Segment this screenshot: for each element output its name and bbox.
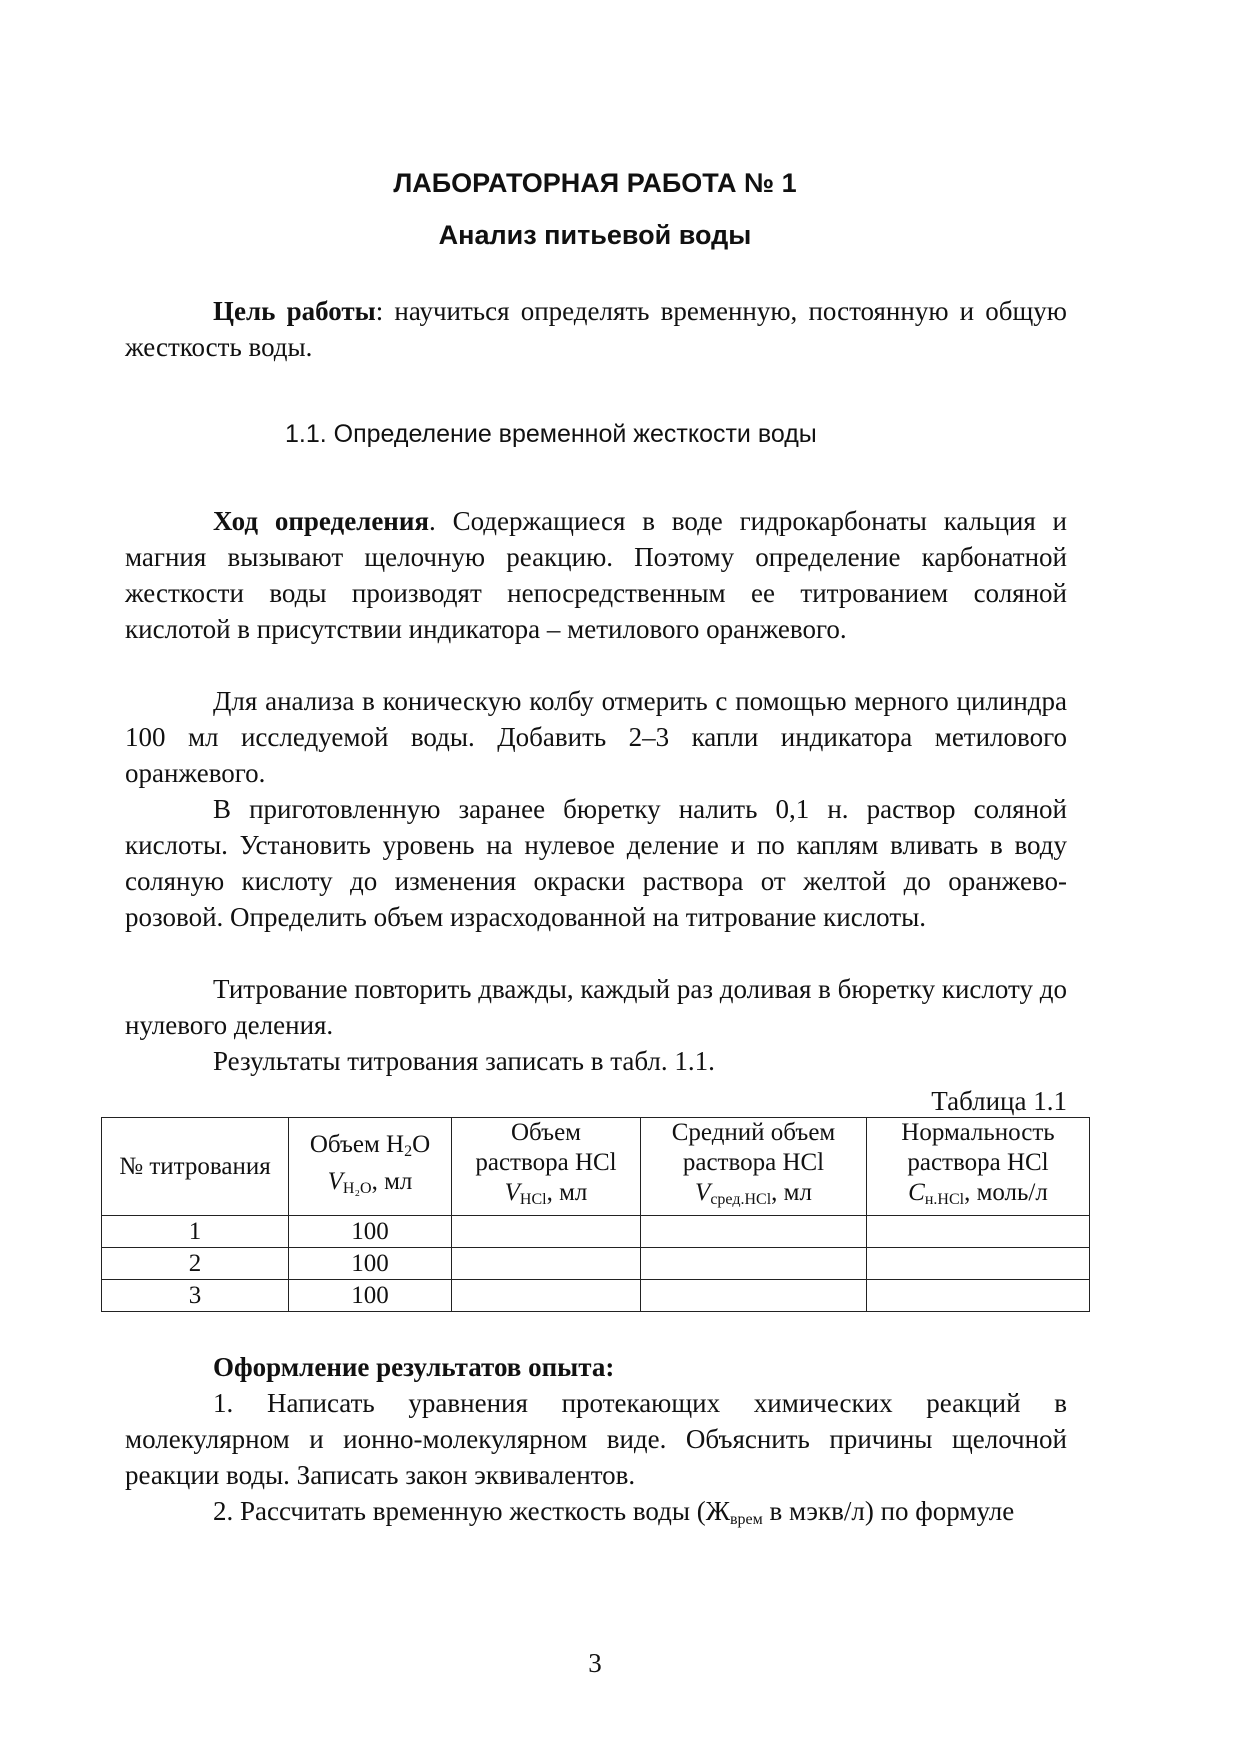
procedure-paragraph-4: Титрование повторить дважды, каждый раз доливая в бюретку кислоту до нулевого деления.: [125, 974, 1067, 1040]
procedure-paragraph-1: [125, 503, 1067, 647]
results-item-2: 2. Рассчитать временную жесткость воды ($Ж_{врем}$ в мэкв/л) по формуле: [213, 1496, 1015, 1528]
header-titration-number: № титрования: [102, 1118, 289, 1216]
procedure-label: Ход определения: [213, 506, 430, 536]
table-row: [102, 1216, 1090, 1248]
header-water-volume: Объем $H_2O$ $V_{H_2O}$, мл: [289, 1118, 452, 1216]
section-title: Определение временной жесткости воды: [333, 420, 817, 448]
cell-v-hcl: [452, 1280, 641, 1312]
lab-subtitle: Анализ питьевой воды: [438, 220, 752, 250]
goal-text: : научиться определять временную, постоянную и общую жесткость воды.: [125, 296, 1067, 362]
results-heading: Оформление результатов опыта:: [213, 1352, 615, 1382]
header-normality: Нормальность раствора HCl $C_{н.HCl}$, моль/л: [867, 1118, 1090, 1216]
cell-number: 3: [102, 1280, 289, 1312]
cell-normality: [867, 1280, 1090, 1312]
goal-label: Цель работы: [213, 296, 376, 326]
cell-v-hcl: [452, 1216, 641, 1248]
section-heading: [285, 420, 817, 449]
cell-volume: 100: [289, 1280, 452, 1312]
cell-volume: 100: [289, 1248, 452, 1280]
procedure-paragraph-2: Для анализа в коническую колбу отмерить с помощью мерного цилиндра 100 мл исследуемой воды. Добавить 2–3 капли индикатора метилового оранжевого.: [125, 686, 1067, 788]
cell-v-hcl: [452, 1248, 641, 1280]
cell-volume: 100: [289, 1216, 452, 1248]
results-item-1: 1. Написать уравнения протекающих химических реакций в молекулярном и ионно-молекулярном виде. Объяснить причины щелочной реакции воды. Записать закон эквивалентов.: [125, 1388, 1067, 1490]
cell-v-avg: [641, 1216, 867, 1248]
procedure-text-1: . Содержащиеся в воде гидрокарбонаты кальция и магния вызывают щелочную реакцию. Поэтому определение карбонатной жесткости воды производят непосредственным ее титрованием соляной кислотой в присутствии индикатора – метилового оранжевого.: [125, 506, 1067, 644]
header-hcl-volume: Объем раствора HCl $V_{HCl}$, мл: [452, 1118, 641, 1216]
table-row: [102, 1280, 1090, 1312]
cell-normality: [867, 1216, 1090, 1248]
cell-v-avg: [641, 1248, 867, 1280]
cell-v-avg: [641, 1280, 867, 1312]
cell-number: 2: [102, 1248, 289, 1280]
page-number: 3: [588, 1648, 602, 1678]
lab-title: ЛАБОРАТОРНАЯ РАБОТА № 1: [393, 168, 797, 198]
table-row: [102, 1248, 1090, 1280]
goal-paragraph: [125, 293, 1067, 365]
table-header-row: [102, 1118, 1090, 1216]
procedure-paragraph-3: В приготовленную заранее бюретку налить 0,1 н. раствор соляной кислоты. Установить уровень на нулевое деление и по каплям вливать в воду соляную кислоту до изменения окраски раствора от желтой до оранжево-розовой. Определить объем израсходованной на титрование кислоты.: [125, 794, 1067, 932]
table-caption: Таблица 1.1: [931, 1086, 1067, 1116]
procedure-paragraph-5: Результаты титрования записать в табл. 1.1.: [213, 1046, 715, 1076]
titration-table: [101, 1117, 1090, 1312]
cell-number: 1: [102, 1216, 289, 1248]
header-average-volume: Средний объем раствора HCl $V_{сред.HCl}$, мл: [641, 1118, 867, 1216]
cell-normality: [867, 1248, 1090, 1280]
section-number: 1.1.: [285, 420, 327, 448]
